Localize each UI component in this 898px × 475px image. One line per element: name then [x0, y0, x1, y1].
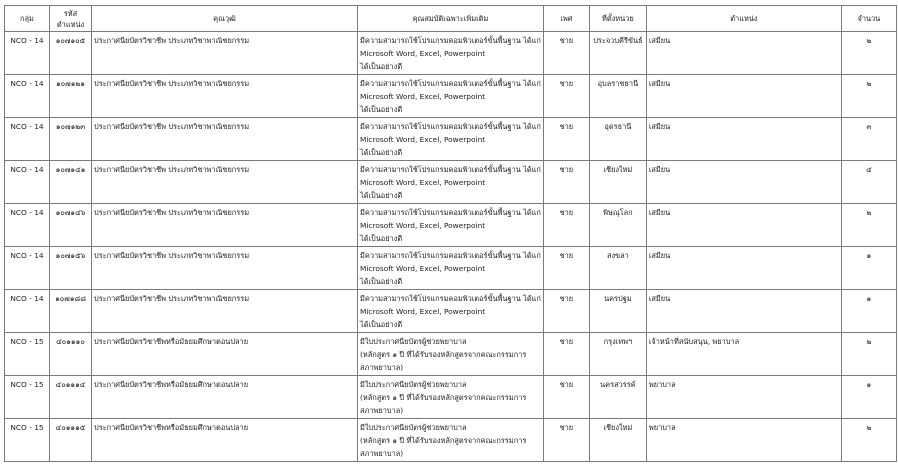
- count-cell: ๔: [841, 161, 896, 204]
- qualification-cell: ประกาศนียบัตรวิชาชีพหรือมัธยมศึกษาตอนปลาย: [92, 333, 358, 376]
- table-row: [5, 333, 897, 376]
- extra-line-1: มีความสามารถใช้โปรแกรมคอมพิวเตอร์ขั้นพื้นฐาน ได้แก่: [360, 79, 541, 88]
- extra-line-2: (หลักสูตร ๑ ปี ที่ได้รับรองหลักสูตรจากคณะกรรมการ: [360, 436, 527, 445]
- extra-line-2: Microsoft Word, Excel, Powerpoint: [360, 178, 486, 187]
- sex-cell: ชาย: [543, 290, 589, 333]
- extra-qualification-cell: [358, 32, 544, 75]
- extra-line-3: สภาพยาบาล): [360, 406, 404, 415]
- table-row: [5, 376, 897, 419]
- location-cell: กรุงเทพฯ: [589, 333, 646, 376]
- sex-cell: ชาย: [543, 247, 589, 290]
- header-position: ตำแหน่ง: [646, 6, 841, 32]
- table-row: [5, 32, 897, 75]
- extra-line-3: สภาพยาบาล): [360, 363, 404, 372]
- extra-qualification-cell: [358, 419, 544, 462]
- extra-qualification-cell: [358, 161, 544, 204]
- qualification-cell: ประกาศนียบัตรวิชาชีพ ประเภทวิชาพาณิชยกรรม: [92, 247, 358, 290]
- extra-qualification-cell: [358, 204, 544, 247]
- qualification-cell: ประกาศนียบัตรวิชาชีพ ประเภทวิชาพาณิชยกรรม: [92, 75, 358, 118]
- table-row: [5, 161, 897, 204]
- group-cell: NCO - 14: [5, 161, 50, 204]
- table-row: [5, 75, 897, 118]
- location-cell: เชียงใหม่: [589, 161, 646, 204]
- extra-line-1: มีใบประกาศนียบัตรผู้ช่วยพยาบาล: [360, 337, 467, 346]
- header-code-line1: รหัส: [63, 8, 78, 18]
- location-cell: นครปฐม: [589, 290, 646, 333]
- extra-line-1: มีความสามารถใช้โปรแกรมคอมพิวเตอร์ขั้นพื้นฐาน ได้แก่: [360, 36, 541, 45]
- position-code-cell: ๑๐๗๑๘๘: [50, 290, 92, 333]
- sex-cell: ชาย: [543, 204, 589, 247]
- position-code-cell: ๑๐๗๑๐๕: [50, 32, 92, 75]
- extra-qualification-cell: [358, 333, 544, 376]
- position-code-cell: ๑๐๗๑๔๖: [50, 204, 92, 247]
- extra-line-3: ได้เป็นอย่างดี: [360, 191, 403, 200]
- extra-line-1: มีความสามารถใช้โปรแกรมคอมพิวเตอร์ขั้นพื้นฐาน ได้แก่: [360, 208, 541, 217]
- extra-qualification-cell: [358, 75, 544, 118]
- extra-line-3: ได้เป็นอย่างดี: [360, 105, 403, 114]
- extra-qualification-cell: [358, 290, 544, 333]
- sex-cell: ชาย: [543, 376, 589, 419]
- position-code-cell: ๑๐๗๑๔๑: [50, 161, 92, 204]
- count-cell: ๒: [841, 204, 896, 247]
- extra-line-3: ได้เป็นอย่างดี: [360, 148, 403, 157]
- group-cell: NCO - 14: [5, 204, 50, 247]
- position-cell: เสมียน: [646, 32, 841, 75]
- extra-line-1: มีใบประกาศนียบัตรผู้ช่วยพยาบาล: [360, 380, 467, 389]
- position-cell: เสมียน: [646, 290, 841, 333]
- header-code-line2: ตำแหน่ง: [56, 19, 85, 29]
- recruitment-table-page: [4, 5, 897, 462]
- extra-qualification-cell: [358, 247, 544, 290]
- extra-line-2: Microsoft Word, Excel, Powerpoint: [360, 92, 486, 101]
- qualification-cell: ประกาศนียบัตรวิชาชีพ ประเภทวิชาพาณิชยกรรม: [92, 290, 358, 333]
- position-cell: เสมียน: [646, 161, 841, 204]
- extra-line-3: ได้เป็นอย่างดี: [360, 277, 403, 286]
- position-cell: เสมียน: [646, 247, 841, 290]
- sex-cell: ชาย: [543, 118, 589, 161]
- sex-cell: ชาย: [543, 161, 589, 204]
- position-cell: เสมียน: [646, 204, 841, 247]
- count-cell: ๑: [841, 290, 896, 333]
- sex-cell: ชาย: [543, 333, 589, 376]
- qualification-cell: ประกาศนียบัตรวิชาชีพหรือมัธยมศึกษาตอนปลาย: [92, 376, 358, 419]
- sex-cell: ชาย: [543, 419, 589, 462]
- location-cell: พิษณุโลก: [589, 204, 646, 247]
- position-code-cell: ๑๐๗๑๒๓: [50, 118, 92, 161]
- qualification-cell: ประกาศนียบัตรวิชาชีพ ประเภทวิชาพาณิชยกรรม: [92, 32, 358, 75]
- count-cell: ๒: [841, 75, 896, 118]
- group-cell: NCO - 14: [5, 32, 50, 75]
- extra-line-3: ได้เป็นอย่างดี: [360, 234, 403, 243]
- count-cell: ๑: [841, 247, 896, 290]
- qualification-cell: ประกาศนียบัตรวิชาชีพ ประเภทวิชาพาณิชยกรรม: [92, 161, 358, 204]
- extra-line-3: สภาพยาบาล): [360, 449, 404, 458]
- extra-line-1: มีความสามารถใช้โปรแกรมคอมพิวเตอร์ขั้นพื้นฐาน ได้แก่: [360, 122, 541, 131]
- header-group: กลุ่ม: [5, 6, 50, 32]
- position-cell: พยาบาล: [646, 376, 841, 419]
- location-cell: เชียงใหม่: [589, 419, 646, 462]
- count-cell: ๒: [841, 419, 896, 462]
- group-cell: NCO - 15: [5, 376, 50, 419]
- location-cell: อุบลราชธานี: [589, 75, 646, 118]
- position-code-cell: ๑๐๗๑๒๑: [50, 75, 92, 118]
- header-qualification: คุณวุฒิ: [92, 6, 358, 32]
- table-row: [5, 419, 897, 462]
- position-cell: พยาบาล: [646, 419, 841, 462]
- table-row: [5, 247, 897, 290]
- extra-line-1: มีใบประกาศนียบัตรผู้ช่วยพยาบาล: [360, 423, 467, 432]
- location-cell: นครสวรรค์: [589, 376, 646, 419]
- count-cell: ๒: [841, 333, 896, 376]
- position-code-cell: ๔๐๑๑๑๕: [50, 419, 92, 462]
- qualification-cell: ประกาศนียบัตรวิชาชีพ ประเภทวิชาพาณิชยกรรม: [92, 204, 358, 247]
- position-cell: เจ้าหน้าที่สนับสนุน, พยาบาล: [646, 333, 841, 376]
- group-cell: NCO - 15: [5, 419, 50, 462]
- group-cell: NCO - 14: [5, 75, 50, 118]
- position-code-cell: ๔๐๑๑๑๐: [50, 333, 92, 376]
- location-cell: สงขลา: [589, 247, 646, 290]
- extra-line-1: มีความสามารถใช้โปรแกรมคอมพิวเตอร์ขั้นพื้นฐาน ได้แก่: [360, 251, 541, 260]
- count-cell: ๓: [841, 118, 896, 161]
- header-row: [5, 6, 897, 32]
- extra-qualification-cell: [358, 376, 544, 419]
- position-code-cell: ๑๐๗๑๕๖: [50, 247, 92, 290]
- count-cell: ๑: [841, 376, 896, 419]
- extra-line-2: Microsoft Word, Excel, Powerpoint: [360, 221, 486, 230]
- extra-qualification-cell: [358, 118, 544, 161]
- location-cell: อุดรธานี: [589, 118, 646, 161]
- qualification-cell: ประกาศนียบัตรวิชาชีพ ประเภทวิชาพาณิชยกรรม: [92, 118, 358, 161]
- table-row: [5, 118, 897, 161]
- location-cell: ประจวบคีรีขันธ์: [589, 32, 646, 75]
- group-cell: NCO - 14: [5, 290, 50, 333]
- extra-line-2: Microsoft Word, Excel, Powerpoint: [360, 264, 486, 273]
- extra-line-2: Microsoft Word, Excel, Powerpoint: [360, 49, 486, 58]
- qualification-cell: ประกาศนียบัตรวิชาชีพหรือมัธยมศึกษาตอนปลาย: [92, 419, 358, 462]
- position-cell: เสมียน: [646, 75, 841, 118]
- count-cell: ๒: [841, 32, 896, 75]
- positions-table: [4, 5, 897, 462]
- extra-line-3: ได้เป็นอย่างดี: [360, 320, 403, 329]
- group-cell: NCO - 15: [5, 333, 50, 376]
- table-row: [5, 204, 897, 247]
- position-cell: เสมียน: [646, 118, 841, 161]
- sex-cell: ชาย: [543, 75, 589, 118]
- extra-line-2: (หลักสูตร ๑ ปี ที่ได้รับรองหลักสูตรจากคณะกรรมการ: [360, 393, 527, 402]
- extra-line-2: Microsoft Word, Excel, Powerpoint: [360, 307, 486, 316]
- extra-line-2: (หลักสูตร ๑ ปี ที่ได้รับรองหลักสูตรจากคณะกรรมการ: [360, 350, 527, 359]
- header-extra-qualification: คุณสมบัติเฉพาะเพิ่มเติม: [358, 6, 544, 32]
- extra-line-1: มีความสามารถใช้โปรแกรมคอมพิวเตอร์ขั้นพื้นฐาน ได้แก่: [360, 165, 541, 174]
- extra-line-1: มีความสามารถใช้โปรแกรมคอมพิวเตอร์ขั้นพื้นฐาน ได้แก่: [360, 294, 541, 303]
- header-count: จำนวน: [841, 6, 896, 32]
- header-code: [50, 6, 92, 32]
- position-code-cell: ๔๐๑๑๑๔: [50, 376, 92, 419]
- table-body: [5, 32, 897, 462]
- sex-cell: ชาย: [543, 32, 589, 75]
- header-location: ที่ตั้งหน่วย: [589, 6, 646, 32]
- extra-line-3: ได้เป็นอย่างดี: [360, 62, 403, 71]
- header-sex: เพศ: [543, 6, 589, 32]
- group-cell: NCO - 14: [5, 247, 50, 290]
- extra-line-2: Microsoft Word, Excel, Powerpoint: [360, 135, 486, 144]
- table-row: [5, 290, 897, 333]
- group-cell: NCO - 14: [5, 118, 50, 161]
